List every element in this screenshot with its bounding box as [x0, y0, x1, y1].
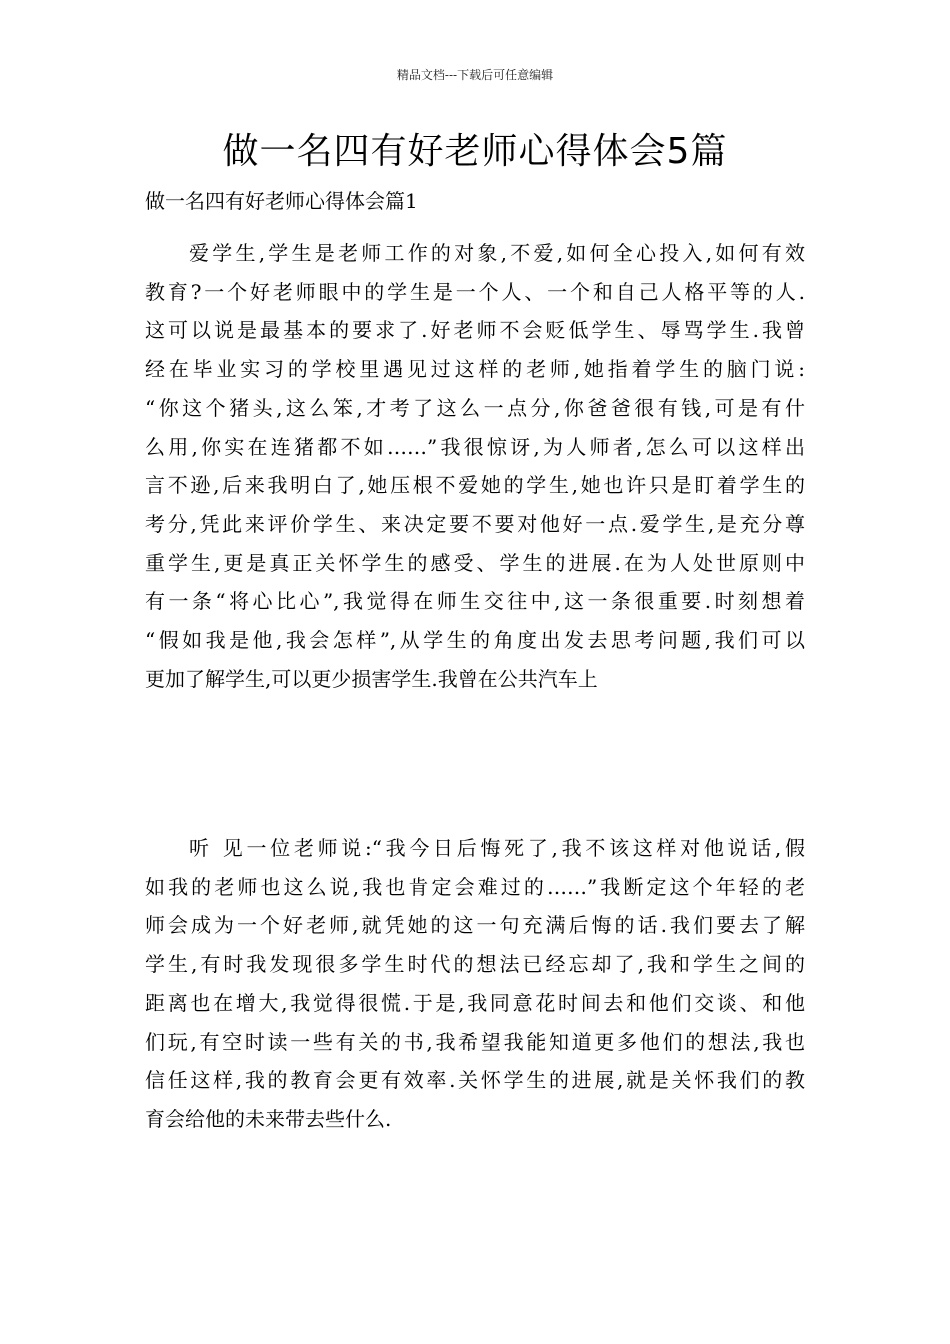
paragraph-line: 信任这样,我的教育会更有效率.关怀学生的进展,就是关怀我们的教 [145, 1068, 805, 1093]
paragraph-line: 么用,你实在连猪都不如……”我很惊讶,为人师者,怎么可以这样出 [145, 434, 805, 459]
paragraph-2 [145, 829, 805, 1139]
paragraph-line: “假如我是他,我会怎样”,从学生的角度出发去思考问题,我们可以 [145, 628, 805, 653]
paragraph-line: 重学生,更是真正关怀学生的感受、学生的进展.在为人处世原则中 [145, 550, 805, 575]
paragraph-line: 更加了解学生,可以更少损害学生.我曾在公共汽车上 [145, 666, 598, 691]
paragraph-line: 经在毕业实习的学校里遇见过这样的老师,她指着学生的脑门说: [145, 357, 805, 382]
paragraph-1 [145, 234, 805, 698]
paragraph-line: 爱学生,学生是老师工作的对象,不爱,如何全心投入,如何有效 [189, 241, 805, 265]
paragraph-line: “你这个猪头,这么笨,才考了这么一点分,你爸爸很有钱,可是有什 [145, 395, 805, 420]
paragraph-line: 这可以说是最基本的要求了.好老师不会贬低学生、辱骂学生.我曾 [145, 318, 805, 343]
paragraph-line: 们玩,有空时读一些有关的书,我希望我能知道更多他们的想法,我也 [145, 1029, 805, 1054]
paragraph-line: 考分,凭此来评价学生、来决定要不要对他好一点.爱学生,是充分尊 [145, 511, 805, 536]
document-title: 做一名四有好老师心得体会5篇 [222, 131, 728, 172]
paragraph-line: 学生,有时我发现很多学生时代的想法已经忘却了,我和学生之间的 [145, 952, 805, 977]
paragraph-line: 距离也在增大,我觉得很慌.于是,我同意花时间去和他们交谈、和他 [145, 990, 805, 1015]
paragraph-line: 师会成为一个好老师,就凭她的这一句充满后悔的话.我们要去了解 [145, 913, 805, 938]
paragraph-line: 如我的老师也这么说,我也肯定会难过的……”我断定这个年轻的老 [145, 874, 805, 899]
paragraph-line: 听 见一位老师说:“我今日后悔死了,我不该这样对他说话,假 [189, 836, 805, 860]
section-heading: 做一名四有好老师心得体会篇1 [145, 189, 418, 213]
paragraph-line: 言不逊,后来我明白了,她压根不爱她的学生,她也许只是盯着学生的 [145, 473, 805, 498]
paragraph-line: 育会给他的未来带去些什么. [145, 1106, 392, 1131]
page-header-note: 精品文档---下载后可任意编辑 [396, 68, 554, 82]
paragraph-line: 有一条“将心比心”,我觉得在师生交往中,这一条很重要.时刻想着 [145, 589, 805, 614]
paragraph-line: 教育?一个好老师眼中的学生是一个人、一个和自己人格平等的人. [145, 279, 805, 304]
